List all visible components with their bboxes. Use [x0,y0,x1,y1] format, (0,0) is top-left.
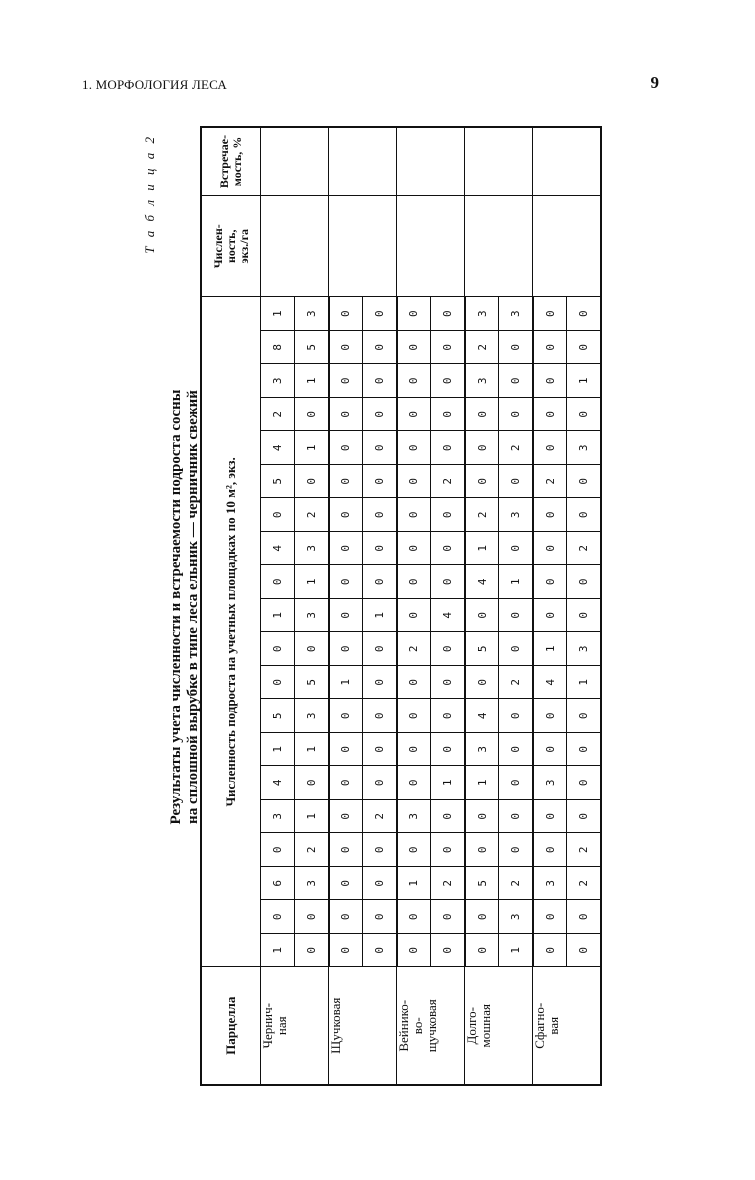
count-cell: 0 [533,900,567,934]
count-cell: 0 [431,833,465,867]
count-cell: 3 [499,900,533,934]
count-cell: 0 [329,297,363,331]
count-cell: 1 [499,934,533,968]
count-cell: 0 [329,498,363,532]
density-cell [533,196,601,297]
count-cell: 0 [295,465,329,499]
count-cell: 0 [499,532,533,566]
count-cell: 4 [261,431,295,465]
count-cell: 0 [499,733,533,767]
count-cell: 0 [295,934,329,968]
count-cell: 0 [295,632,329,666]
density-cell [261,196,329,297]
count-cell: 2 [465,498,499,532]
count-cell: 4 [261,766,295,800]
count-cell: 1 [567,364,601,398]
count-cell: 5 [295,666,329,700]
count-cell: 0 [465,833,499,867]
count-cell: 1 [329,666,363,700]
count-cell: 0 [533,699,567,733]
density-cell [329,196,397,297]
count-cell: 0 [499,632,533,666]
count-cell: 0 [499,599,533,633]
count-cell: 0 [431,565,465,599]
count-cell: 5 [295,331,329,365]
count-cell: 0 [363,733,397,767]
count-cell: 3 [261,800,295,834]
count-cell: 3 [499,498,533,532]
count-cell: 1 [261,733,295,767]
count-cell: 3 [295,867,329,901]
table-row [329,127,363,1085]
count-cell: 3 [295,599,329,633]
count-cell: 0 [533,565,567,599]
count-cell: 0 [397,431,431,465]
count-cell: 0 [533,833,567,867]
count-cell: 0 [397,699,431,733]
count-cell: 0 [567,900,601,934]
running-head: 1. МОРФОЛОГИЯ ЛЕСА [82,77,227,92]
count-cell: 0 [533,733,567,767]
count-cell: 0 [465,666,499,700]
page-number: 9 [650,73,659,92]
count-cell: 0 [397,465,431,499]
count-cell: 0 [567,498,601,532]
count-cell: 0 [499,800,533,834]
count-cell: 1 [261,599,295,633]
header-counts: Численность подроста на учетных площадках по 10 м², экз. [201,297,261,967]
count-cell: 0 [499,766,533,800]
count-cell: 0 [329,867,363,901]
count-cell: 0 [363,867,397,901]
count-cell: 0 [499,364,533,398]
count-cell: 0 [465,934,499,968]
parcel-name: Щучковая [329,967,397,1085]
count-cell: 0 [397,498,431,532]
count-cell: 0 [397,297,431,331]
count-cell: 0 [295,398,329,432]
count-cell: 0 [329,934,363,968]
count-cell: 4 [465,565,499,599]
count-cell: 3 [295,532,329,566]
count-cell: 0 [397,565,431,599]
count-cell: 0 [465,398,499,432]
count-cell: 0 [261,565,295,599]
count-cell: 0 [363,833,397,867]
count-cell: 0 [567,733,601,767]
count-cell: 0 [533,297,567,331]
density-cell [465,196,533,297]
rotated-table-block [142,128,602,1086]
occurrence-cell [397,127,465,196]
count-cell: 0 [397,398,431,432]
count-cell: 0 [499,833,533,867]
count-cell: 0 [567,766,601,800]
occurrence-cell [533,127,601,196]
count-cell: 1 [465,766,499,800]
count-cell: 0 [329,766,363,800]
count-cell: 0 [397,331,431,365]
count-cell: 1 [533,632,567,666]
count-cell: 3 [567,431,601,465]
count-cell: 0 [499,331,533,365]
count-cell: 0 [397,833,431,867]
count-cell: 0 [567,934,601,968]
count-cell: 0 [533,498,567,532]
count-cell: 2 [567,532,601,566]
count-cell: 3 [397,800,431,834]
count-cell: 0 [431,331,465,365]
count-cell: 0 [363,934,397,968]
count-cell: 0 [329,565,363,599]
count-cell: 0 [363,398,397,432]
count-cell: 0 [329,699,363,733]
table-row [533,127,567,1085]
count-cell: 1 [295,565,329,599]
count-cell: 0 [499,699,533,733]
count-cell: 2 [499,867,533,901]
count-cell: 0 [329,398,363,432]
count-cell: 0 [431,364,465,398]
count-cell: 0 [567,599,601,633]
table-label: Т а б л и ц а 2 [142,134,157,254]
count-cell: 2 [431,867,465,901]
count-cell: 0 [533,398,567,432]
count-cell: 0 [261,666,295,700]
count-cell: 1 [295,733,329,767]
count-cell: 1 [363,599,397,633]
count-cell: 3 [465,733,499,767]
count-cell: 0 [431,297,465,331]
count-cell: 3 [261,364,295,398]
count-cell: 0 [329,364,363,398]
count-cell: 1 [295,431,329,465]
count-cell: 1 [431,766,465,800]
count-cell: 2 [499,666,533,700]
count-cell: 0 [329,331,363,365]
count-cell: 0 [431,398,465,432]
count-cell: 0 [397,532,431,566]
count-cell: 0 [533,431,567,465]
count-cell: 8 [261,331,295,365]
count-cell: 0 [363,766,397,800]
count-cell: 4 [261,532,295,566]
count-cell: 0 [499,398,533,432]
count-cell: 0 [363,666,397,700]
count-cell: 2 [295,833,329,867]
count-cell: 1 [499,565,533,599]
count-cell: 0 [329,632,363,666]
table-row [261,127,295,1085]
count-cell: 0 [567,465,601,499]
count-cell: 0 [329,733,363,767]
count-cell: 0 [363,331,397,365]
count-cell: 0 [397,666,431,700]
count-cell: 0 [397,364,431,398]
count-cell: 0 [397,733,431,767]
count-cell: 0 [567,800,601,834]
count-cell: 0 [397,599,431,633]
count-cell: 0 [363,632,397,666]
count-cell: 0 [363,498,397,532]
count-cell: 3 [465,297,499,331]
count-cell: 3 [499,297,533,331]
table-title [168,128,202,1086]
count-cell: 2 [431,465,465,499]
count-cell: 0 [329,431,363,465]
count-cell: 0 [295,900,329,934]
count-cell: 0 [567,565,601,599]
header-parcel: Парцелла [201,967,261,1085]
count-cell: 6 [261,867,295,901]
data-table [200,126,602,1086]
count-cell: 0 [431,934,465,968]
count-cell: 0 [533,800,567,834]
count-cell: 4 [431,599,465,633]
count-cell: 0 [329,833,363,867]
count-cell: 2 [499,431,533,465]
count-cell: 3 [533,766,567,800]
count-cell: 0 [397,766,431,800]
count-cell: 0 [431,733,465,767]
count-cell: 2 [465,331,499,365]
occurrence-cell [465,127,533,196]
count-cell: 0 [261,833,295,867]
table-body [261,127,602,1085]
count-cell: 0 [465,599,499,633]
count-cell: 0 [329,532,363,566]
count-cell: 0 [261,498,295,532]
count-cell: 0 [499,465,533,499]
count-cell: 3 [295,699,329,733]
count-cell: 0 [465,465,499,499]
count-cell: 0 [397,934,431,968]
count-cell: 0 [431,431,465,465]
count-cell: 0 [363,532,397,566]
count-cell: 0 [329,465,363,499]
count-cell: 1 [261,297,295,331]
header-density: Числен- ность, экз./га [201,196,261,297]
count-cell: 0 [329,599,363,633]
density-cell [397,196,465,297]
count-cell: 0 [431,532,465,566]
count-cell: 0 [431,632,465,666]
table-row [465,127,499,1085]
count-cell: 3 [567,632,601,666]
count-cell: 0 [363,364,397,398]
count-cell: 0 [567,398,601,432]
count-cell: 1 [295,800,329,834]
count-cell: 0 [465,431,499,465]
count-cell: 0 [363,297,397,331]
count-cell: 0 [533,331,567,365]
count-cell: 0 [363,431,397,465]
count-cell: 0 [363,699,397,733]
count-cell: 0 [431,498,465,532]
parcel-name: Долго- мошная [465,967,533,1085]
table-title-line-1: Результаты учета численности и встречаемости подроста сосны [168,389,184,825]
count-cell: 3 [295,297,329,331]
count-cell: 2 [261,398,295,432]
count-cell: 0 [261,632,295,666]
count-cell: 0 [329,900,363,934]
count-cell: 0 [567,331,601,365]
count-cell: 5 [465,867,499,901]
count-cell: 0 [533,364,567,398]
count-cell: 2 [295,498,329,532]
count-cell: 0 [533,532,567,566]
count-cell: 0 [397,900,431,934]
count-cell: 0 [363,465,397,499]
count-cell: 0 [465,900,499,934]
count-cell: 3 [465,364,499,398]
count-cell: 4 [465,699,499,733]
count-cell: 2 [363,800,397,834]
count-cell: 0 [363,900,397,934]
count-cell: 0 [431,666,465,700]
header-occurrence: Встречае- мость, % [201,127,261,196]
occurrence-cell [329,127,397,196]
parcel-name: Вейнико- во- щучковая [397,967,465,1085]
count-cell: 1 [261,934,295,968]
count-cell: 0 [465,800,499,834]
count-cell: 5 [465,632,499,666]
count-cell: 0 [295,766,329,800]
count-cell: 4 [533,666,567,700]
count-cell: 2 [567,833,601,867]
count-cell: 0 [329,800,363,834]
count-cell: 0 [533,599,567,633]
count-cell: 0 [261,900,295,934]
count-cell: 0 [431,800,465,834]
count-cell: 0 [431,900,465,934]
count-cell: 1 [397,867,431,901]
count-cell: 2 [397,632,431,666]
parcel-name: Сфагно- вая [533,967,601,1085]
count-cell: 0 [567,297,601,331]
count-cell: 0 [567,699,601,733]
count-cell: 0 [363,565,397,599]
count-cell: 1 [295,364,329,398]
count-cell: 0 [533,934,567,968]
parcel-name: Чернич- ная [261,967,329,1085]
count-cell: 5 [261,465,295,499]
count-cell: 2 [533,465,567,499]
occurrence-cell [261,127,329,196]
count-cell: 5 [261,699,295,733]
count-cell: 2 [567,867,601,901]
count-cell: 1 [567,666,601,700]
count-cell: 0 [431,699,465,733]
table-row [397,127,431,1085]
count-cell: 3 [533,867,567,901]
table-title-line-2: на сплошной вырубке в типе леса ельник — черничник свежий [185,390,201,824]
count-cell: 1 [465,532,499,566]
